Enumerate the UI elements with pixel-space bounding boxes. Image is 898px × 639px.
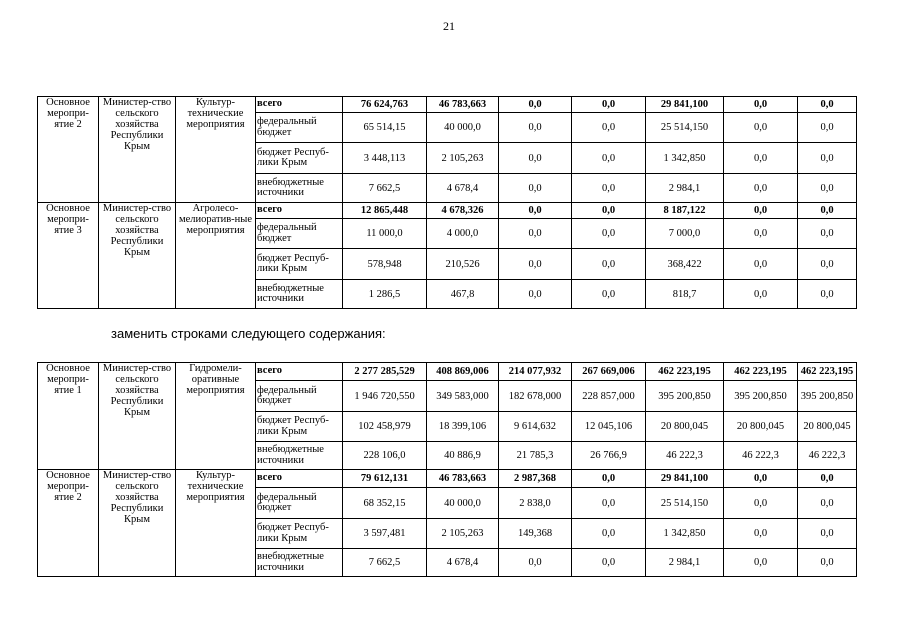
amount-cell: 0,0 (499, 280, 572, 309)
amount-cell: 0,0 (572, 488, 646, 519)
amount-cell: 68 352,15 (343, 488, 427, 519)
amount-cell: 0,0 (572, 280, 646, 309)
amount-cell: 25 514,150 (646, 113, 724, 143)
amount-cell: 0,0 (572, 219, 646, 249)
event-name: Основное меропри-ятие 2 (38, 97, 99, 203)
amount-cell: 3 597,481 (343, 519, 427, 549)
amount-cell: 3 448,113 (343, 143, 427, 174)
amount-cell: 0,0 (724, 249, 798, 280)
amount-cell: 462 223,195 (798, 363, 857, 381)
amount-cell: 2 277 285,529 (343, 363, 427, 381)
amount-cell: 267 669,006 (572, 363, 646, 381)
executor-name: Министер-ство сельского хозяйства Республики Крым (99, 363, 176, 470)
amount-cell: 0,0 (572, 143, 646, 174)
funding-source: федеральный бюджет (256, 113, 343, 143)
amount-cell: 12 045,106 (572, 412, 646, 442)
amount-cell: 0,0 (798, 280, 857, 309)
amount-cell: 0,0 (724, 488, 798, 519)
executor-name: Министер-ство сельского хозяйства Республики Крым (99, 203, 176, 309)
amount-cell: 2 105,263 (427, 143, 499, 174)
amount-cell: 65 514,15 (343, 113, 427, 143)
amount-cell: 76 624,763 (343, 97, 427, 113)
funding-source: всего (256, 203, 343, 219)
funding-source: бюджет Респуб-лики Крым (256, 519, 343, 549)
amount-cell: 0,0 (724, 219, 798, 249)
amount-cell: 0,0 (798, 219, 857, 249)
amount-cell: 0,0 (572, 549, 646, 577)
funding-source: всего (256, 97, 343, 113)
amount-cell: 4 678,4 (427, 174, 499, 203)
funding-source: внебюджетные источники (256, 549, 343, 577)
amount-cell: 149,368 (499, 519, 572, 549)
amount-cell: 462 223,195 (724, 363, 798, 381)
amount-cell: 0,0 (798, 519, 857, 549)
amount-cell: 0,0 (724, 174, 798, 203)
amount-cell: 40 000,0 (427, 488, 499, 519)
amount-cell: 0,0 (798, 113, 857, 143)
funding-source: бюджет Респуб-лики Крым (256, 412, 343, 442)
amount-cell: 40 886,9 (427, 442, 499, 470)
table-row (38, 363, 857, 381)
amount-cell: 11 000,0 (343, 219, 427, 249)
amount-cell: 0,0 (798, 249, 857, 280)
amount-cell: 462 223,195 (646, 363, 724, 381)
amount-cell: 46 222,3 (646, 442, 724, 470)
amount-cell: 0,0 (572, 203, 646, 219)
executor-name: Министер-ство сельского хозяйства Республики Крым (99, 97, 176, 203)
amount-cell: 7 000,0 (646, 219, 724, 249)
table-row (38, 203, 857, 219)
amount-cell: 29 841,100 (646, 97, 724, 113)
amount-cell: 46 783,663 (427, 470, 499, 488)
funding-source: всего (256, 470, 343, 488)
funding-source: бюджет Респуб-лики Крым (256, 143, 343, 174)
amount-cell: 0,0 (499, 203, 572, 219)
executor-name: Министер-ство сельского хозяйства Республики Крым (99, 470, 176, 577)
amount-cell: 102 458,979 (343, 412, 427, 442)
amount-cell: 26 766,9 (572, 442, 646, 470)
amount-cell: 349 583,000 (427, 381, 499, 412)
amount-cell: 408 869,006 (427, 363, 499, 381)
amount-cell: 0,0 (798, 470, 857, 488)
amount-cell: 0,0 (499, 143, 572, 174)
amount-cell: 18 399,106 (427, 412, 499, 442)
activity-area: Культур-технические мероприятия (176, 97, 256, 203)
event-name: Основное меропри-ятие 1 (38, 363, 99, 470)
amount-cell: 0,0 (724, 549, 798, 577)
amount-cell: 0,0 (798, 488, 857, 519)
amount-cell: 29 841,100 (646, 470, 724, 488)
amount-cell: 7 662,5 (343, 174, 427, 203)
activity-area: Гидромели-оративные мероприятия (176, 363, 256, 470)
budget-table-new (37, 362, 857, 577)
funding-source: федеральный бюджет (256, 488, 343, 519)
amount-cell: 0,0 (572, 249, 646, 280)
table-row (38, 97, 857, 113)
amount-cell: 395 200,850 (724, 381, 798, 412)
amount-cell: 21 785,3 (499, 442, 572, 470)
amount-cell: 0,0 (724, 203, 798, 219)
funding-source: федеральный бюджет (256, 381, 343, 412)
funding-source: внебюджетные источники (256, 280, 343, 309)
funding-source: бюджет Респуб-лики Крым (256, 249, 343, 280)
amount-cell: 0,0 (499, 113, 572, 143)
amount-cell: 4 678,4 (427, 549, 499, 577)
amount-cell: 2 987,368 (499, 470, 572, 488)
amount-cell: 0,0 (572, 174, 646, 203)
amount-cell: 1 286,5 (343, 280, 427, 309)
amount-cell: 20 800,045 (646, 412, 724, 442)
amount-cell: 0,0 (724, 280, 798, 309)
amount-cell: 0,0 (499, 97, 572, 113)
amount-cell: 228 106,0 (343, 442, 427, 470)
amount-cell: 0,0 (572, 97, 646, 113)
amount-cell: 467,8 (427, 280, 499, 309)
replace-instruction: заменить строками следующего содержания: (111, 326, 386, 341)
amount-cell: 2 105,263 (427, 519, 499, 549)
amount-cell: 578,948 (343, 249, 427, 280)
amount-cell: 0,0 (798, 97, 857, 113)
amount-cell: 12 865,448 (343, 203, 427, 219)
amount-cell: 1 342,850 (646, 143, 724, 174)
amount-cell: 182 678,000 (499, 381, 572, 412)
amount-cell: 0,0 (798, 549, 857, 577)
activity-area: Культур-технические мероприятия (176, 470, 256, 577)
amount-cell: 0,0 (499, 549, 572, 577)
amount-cell: 0,0 (572, 113, 646, 143)
amount-cell: 4 000,0 (427, 219, 499, 249)
event-name: Основное меропри-ятие 2 (38, 470, 99, 577)
funding-source: федеральный бюджет (256, 219, 343, 249)
amount-cell: 79 612,131 (343, 470, 427, 488)
amount-cell: 214 077,932 (499, 363, 572, 381)
amount-cell: 46 222,3 (724, 442, 798, 470)
amount-cell: 46 222,3 (798, 442, 857, 470)
amount-cell: 818,7 (646, 280, 724, 309)
amount-cell: 0,0 (798, 174, 857, 203)
amount-cell: 46 783,663 (427, 97, 499, 113)
amount-cell: 0,0 (724, 97, 798, 113)
amount-cell: 395 200,850 (798, 381, 857, 412)
amount-cell: 9 614,632 (499, 412, 572, 442)
amount-cell: 1 946 720,550 (343, 381, 427, 412)
amount-cell: 0,0 (798, 143, 857, 174)
amount-cell: 0,0 (572, 470, 646, 488)
amount-cell: 210,526 (427, 249, 499, 280)
amount-cell: 4 678,326 (427, 203, 499, 219)
amount-cell: 368,422 (646, 249, 724, 280)
amount-cell: 0,0 (724, 470, 798, 488)
event-name: Основное меропри-ятие 3 (38, 203, 99, 309)
amount-cell: 0,0 (798, 203, 857, 219)
amount-cell: 7 662,5 (343, 549, 427, 577)
amount-cell: 0,0 (499, 249, 572, 280)
page-number: 21 (443, 19, 455, 33)
budget-table-old (37, 96, 857, 309)
amount-cell: 40 000,0 (427, 113, 499, 143)
amount-cell: 1 342,850 (646, 519, 724, 549)
amount-cell: 2 838,0 (499, 488, 572, 519)
amount-cell: 25 514,150 (646, 488, 724, 519)
amount-cell: 0,0 (724, 143, 798, 174)
funding-source: внебюджетные источники (256, 174, 343, 203)
amount-cell: 0,0 (572, 519, 646, 549)
amount-cell: 0,0 (724, 113, 798, 143)
amount-cell: 20 800,045 (724, 412, 798, 442)
table-row (38, 470, 857, 488)
amount-cell: 0,0 (724, 519, 798, 549)
activity-area: Агролесо-мелиоратив-ные мероприятия (176, 203, 256, 309)
funding-source: всего (256, 363, 343, 381)
amount-cell: 2 984,1 (646, 549, 724, 577)
amount-cell: 228 857,000 (572, 381, 646, 412)
amount-cell: 0,0 (499, 219, 572, 249)
amount-cell: 395 200,850 (646, 381, 724, 412)
amount-cell: 20 800,045 (798, 412, 857, 442)
amount-cell: 0,0 (499, 174, 572, 203)
funding-source: внебюджетные источники (256, 442, 343, 470)
amount-cell: 2 984,1 (646, 174, 724, 203)
amount-cell: 8 187,122 (646, 203, 724, 219)
